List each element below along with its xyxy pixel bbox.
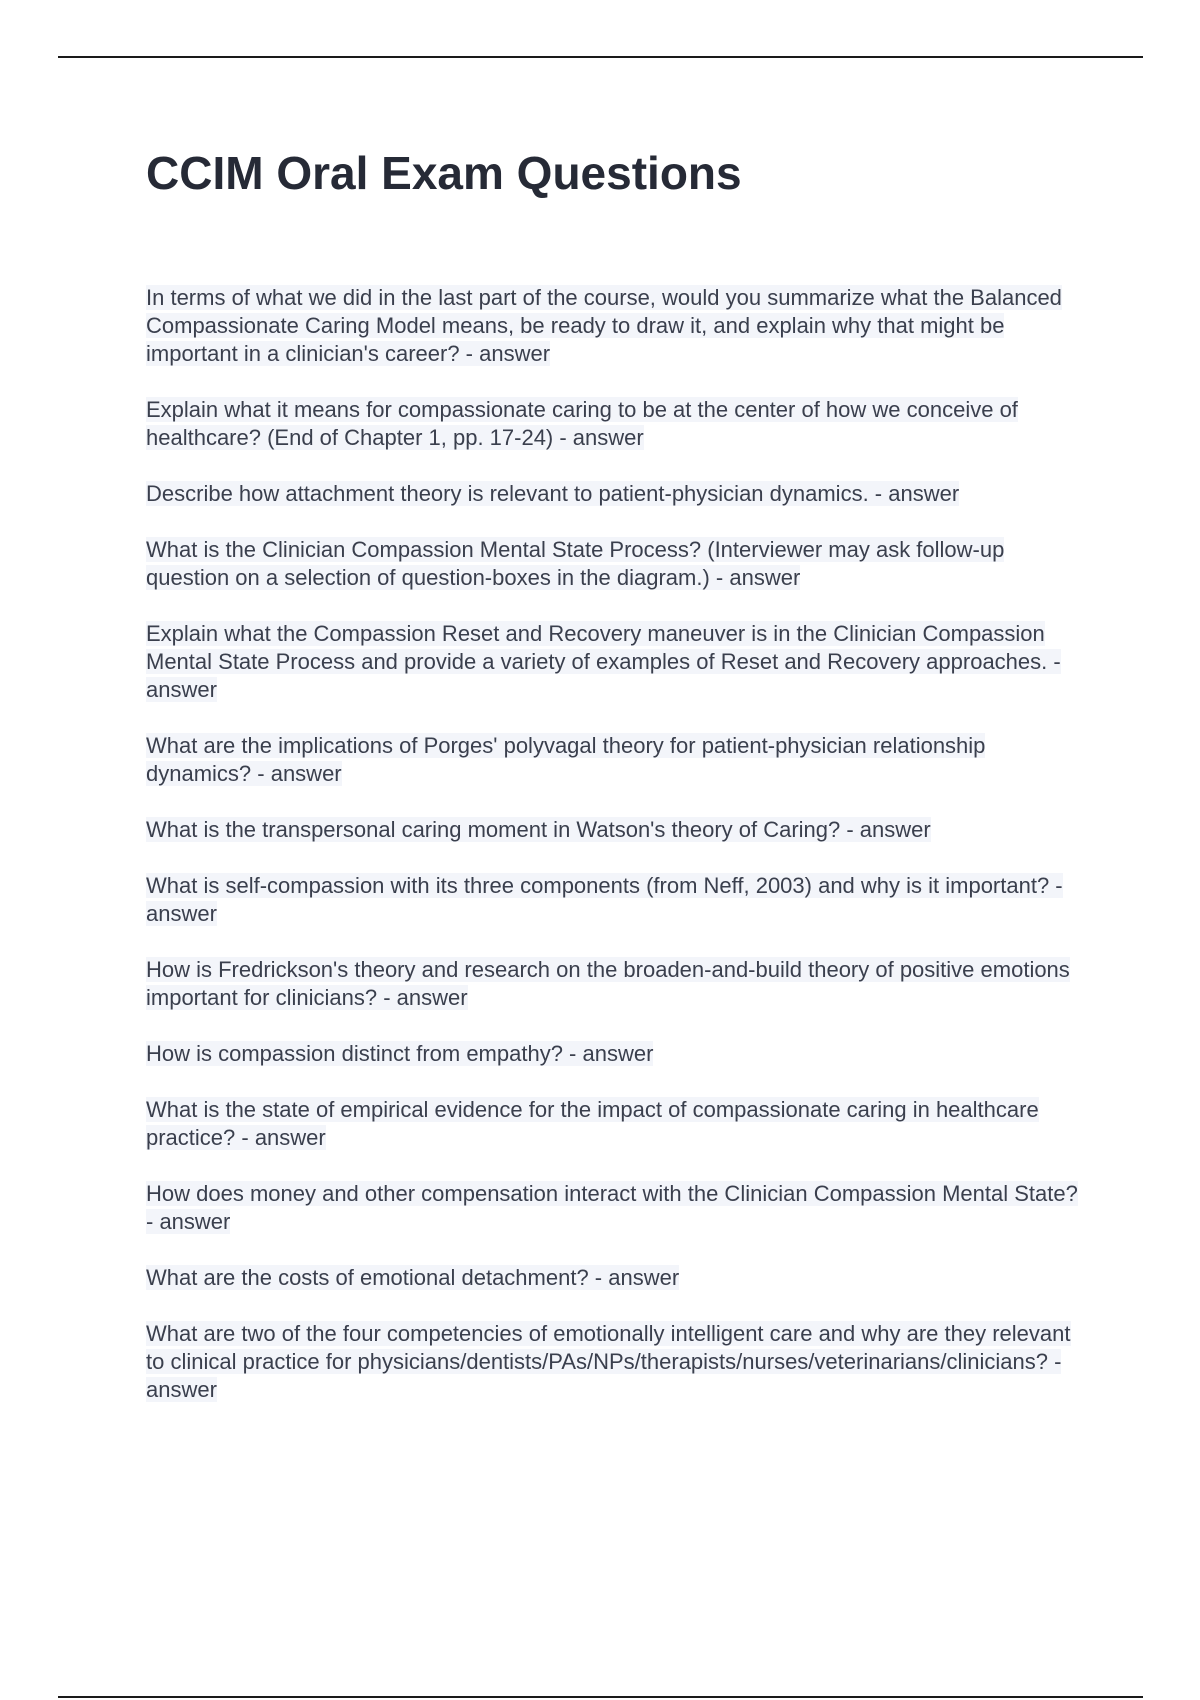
list-item [146,536,1086,592]
list-item [146,620,1086,704]
question-text: What is the state of empirical evidence for the impact of compassionate caring in healthcare practice? - answer [146,1097,1039,1150]
question-text: Describe how attachment theory is relevant to patient-physician dynamics. - answer [146,481,960,506]
page-title: CCIM Oral Exam Questions [146,147,742,199]
question-text: What are the implications of Porges' polyvagal theory for patient-physician relationship dynamics? - answer [146,733,986,786]
list-item [146,1040,1086,1068]
list-item [146,872,1086,928]
list-item [146,816,1086,844]
question-text: Explain what the Compassion Reset and Recovery maneuver is in the Clinician Compassion Mental State Process and provide a variety of examples of Reset and Recovery approaches. - answer [146,621,1061,702]
list-item [146,956,1086,1012]
list-item [146,284,1086,368]
question-text: How is compassion distinct from empathy? - answer [146,1041,654,1066]
list-item [146,1264,1086,1292]
list-item [146,396,1086,452]
question-text: Explain what it means for compassionate caring to be at the center of how we conceive of healthcare? (End of Chapter 1, pp. 17-24) - answer [146,397,1018,450]
question-text: What is the Clinician Compassion Mental State Process? (Interviewer may ask follow-up question on a selection of question-boxes in the diagram.) - answer [146,537,1005,590]
question-text: What is self-compassion with its three components (from Neff, 2003) and why is it important? - answer [146,873,1063,926]
question-text: How does money and other compensation interact with the Clinician Compassion Mental State? - answer [146,1181,1078,1234]
question-text: In terms of what we did in the last part of the course, would you summarize what the Balanced Compassionate Caring Model means, be ready to draw it, and explain why that might be important in a clinician's career? - answer [146,285,1062,366]
list-item [146,1096,1086,1152]
list-item [146,1320,1086,1404]
bottom-rule [58,1696,1143,1698]
list-item [146,480,1086,508]
list-item [146,1180,1086,1236]
question-text: How is Fredrickson's theory and research on the broaden-and-build theory of positive emotions important for clinicians? - answer [146,957,1070,1010]
question-text: What are the costs of emotional detachment? - answer [146,1265,680,1290]
question-text: What are two of the four competencies of emotionally intelligent care and why are they relevant to clinical practice for physicians/dentists/PAs/NPs/therapists/nurses/veterinarians/clinicians? - answer [146,1321,1071,1402]
top-rule [58,56,1143,58]
question-list [146,284,1086,1432]
list-item [146,732,1086,788]
question-text: What is the transpersonal caring moment in Watson's theory of Caring? - answer [146,817,931,842]
